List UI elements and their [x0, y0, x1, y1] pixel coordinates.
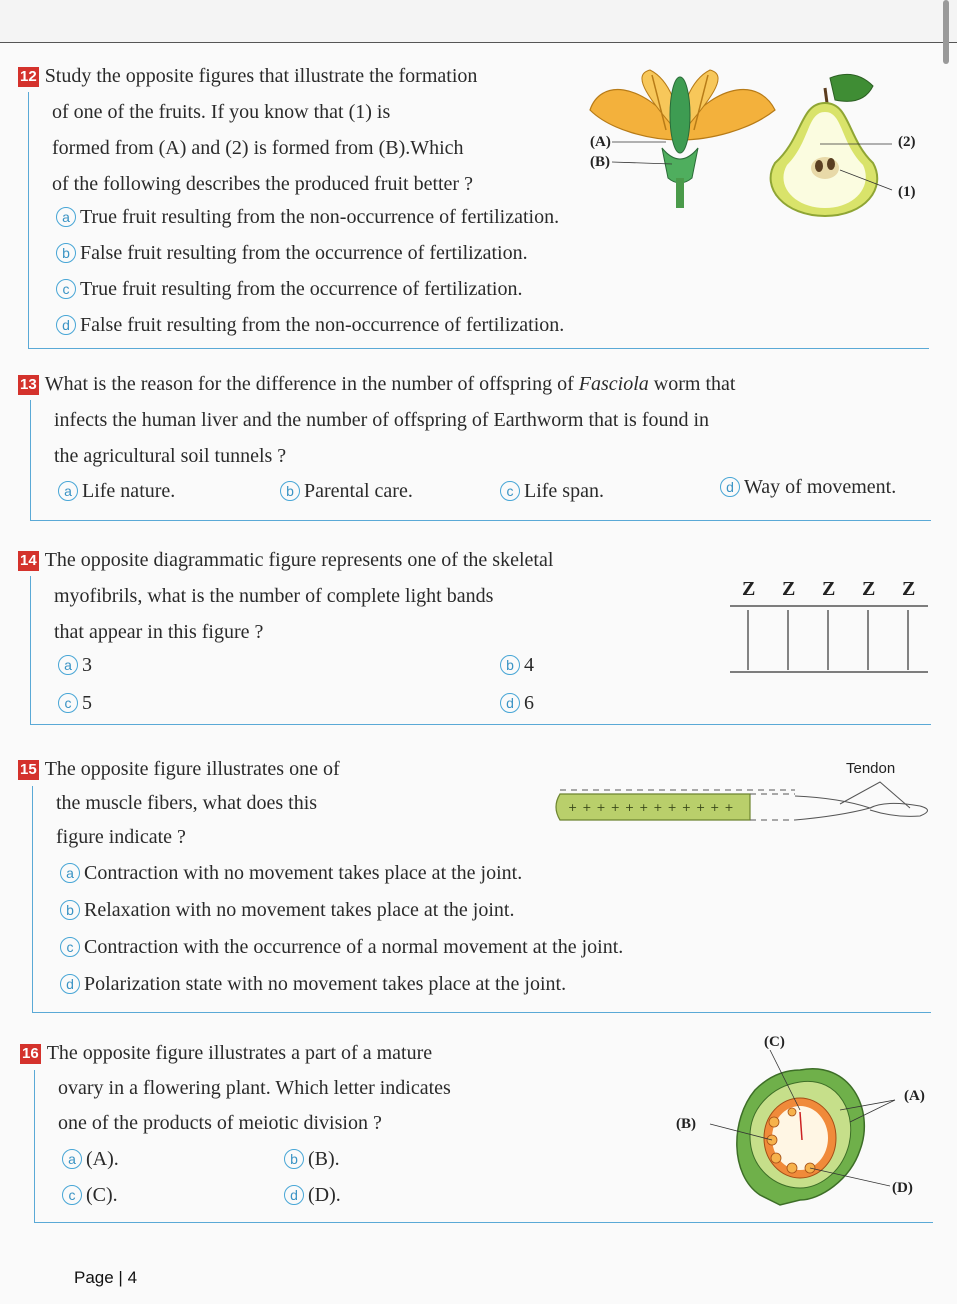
- question-number: 14: [20, 552, 37, 569]
- z-line-label: Z: [742, 578, 756, 600]
- figure-label-A: (A): [904, 1088, 925, 1104]
- figure-label-B: (B): [676, 1116, 696, 1132]
- option-letter: c: [58, 693, 78, 713]
- z-line-label: Z: [782, 578, 796, 600]
- option-letter: b: [60, 900, 80, 920]
- option-letter: c: [60, 937, 80, 957]
- question-number: 16: [22, 1045, 39, 1062]
- option-letter: a: [60, 863, 80, 883]
- option-letter: a: [58, 655, 78, 675]
- figure-label-2: (2): [898, 134, 916, 150]
- question-text: The opposite figure illustrates a part of a mature: [46, 1042, 433, 1064]
- option-letter: d: [56, 315, 76, 335]
- question-text: one of the products of meiotic division ?: [58, 1112, 382, 1134]
- option-text: Relaxation with no movement takes place at the joint.: [84, 899, 515, 921]
- muscle-fiber-figure: [550, 776, 940, 836]
- option-letter: a: [56, 207, 76, 227]
- question-text: worm that: [648, 373, 736, 395]
- question-text: The opposite diagrammatic figure represents one of the skeletal: [44, 549, 554, 571]
- option-letter: c: [56, 279, 76, 299]
- option-text: Contraction with the occurrence of a normal movement at the joint.: [84, 936, 624, 958]
- option-letter: d: [60, 974, 80, 994]
- question-number: 12: [20, 68, 37, 85]
- svg-text:++++++++++++: ++++++++++++: [568, 801, 739, 814]
- option-text: 6: [524, 692, 534, 714]
- question-text-italic: Fasciola: [578, 373, 649, 395]
- question-text: of one of the fruits. If you know that (1) is: [52, 101, 391, 123]
- option-text: True fruit resulting from the non-occurrence of fertilization.: [80, 206, 560, 228]
- tendon-label: Tendon: [846, 760, 896, 777]
- myofibril-figure: [730, 600, 930, 680]
- option-letter: b: [500, 655, 520, 675]
- top-toolbar: [0, 0, 957, 43]
- option-text: 5: [82, 692, 92, 714]
- option-letter: b: [280, 481, 300, 501]
- option-text: (B).: [308, 1148, 340, 1170]
- figure-label-1: (1): [898, 184, 916, 200]
- option-text: (C).: [86, 1184, 118, 1206]
- page-number: Page | 4: [74, 1268, 138, 1287]
- option-letter: a: [58, 481, 78, 501]
- option-text: False fruit resulting from the occurrence of fertilization.: [80, 242, 528, 264]
- question-text: myofibrils, what is the number of complete light bands: [54, 585, 494, 607]
- question-number: 15: [20, 761, 37, 778]
- question-text: the agricultural soil tunnels ?: [54, 445, 287, 467]
- figure-label-B: (B): [590, 154, 610, 170]
- question-text: that appear in this figure ?: [54, 621, 264, 643]
- option-text: Way of movement.: [744, 476, 897, 498]
- option-text: Contraction with no movement takes place at the joint.: [84, 862, 523, 884]
- option-letter: c: [62, 1185, 82, 1205]
- question-divider: [30, 400, 931, 521]
- option-text: (D).: [308, 1184, 341, 1206]
- option-letter: b: [284, 1149, 304, 1169]
- question-text: figure indicate ?: [56, 826, 186, 848]
- question-text: formed from (A) and (2) is formed from (B).Which: [52, 137, 464, 159]
- option-text: Parental care.: [304, 480, 413, 502]
- option-text: (A).: [86, 1148, 119, 1170]
- option-letter: d: [720, 477, 740, 497]
- question-text: The opposite figure illustrates one of: [44, 758, 340, 780]
- option-text: 3: [82, 654, 92, 676]
- option-letter: a: [62, 1149, 82, 1169]
- figure-label-A: (A): [590, 134, 611, 150]
- z-line-label: Z: [822, 578, 836, 600]
- scrollbar-thumb[interactable]: [943, 0, 949, 64]
- z-line-label: Z: [862, 578, 876, 600]
- z-line-label: Z: [902, 578, 916, 600]
- question-text: the muscle fibers, what does this: [56, 792, 318, 814]
- question-text: infects the human liver and the number of offspring of Earthworm that is found in: [54, 409, 710, 431]
- option-text: 4: [524, 654, 534, 676]
- pear-label-lines: [820, 120, 900, 210]
- question-text: What is the reason for the difference in the number of offspring of: [44, 373, 579, 395]
- option-text: Life span.: [524, 480, 604, 502]
- figure-label-D: (D): [892, 1180, 913, 1196]
- option-letter: d: [500, 693, 520, 713]
- figure-label-C: (C): [764, 1034, 785, 1050]
- question-text: Study the opposite figures that illustrate the formation: [44, 65, 478, 87]
- question-text: of the following describes the produced fruit better ?: [52, 173, 473, 195]
- option-letter: b: [56, 243, 76, 263]
- option-letter: c: [500, 481, 520, 501]
- option-text: False fruit resulting from the non-occurrence of fertilization.: [80, 314, 565, 336]
- option-text: True fruit resulting from the occurrence of fertilization.: [80, 278, 523, 300]
- option-letter: d: [284, 1185, 304, 1205]
- question-number: 13: [20, 376, 37, 393]
- question-text: ovary in a flowering plant. Which letter indicates: [58, 1077, 451, 1099]
- option-text: Polarization state with no movement takes place at the joint.: [84, 973, 567, 995]
- option-text: Life nature.: [82, 480, 176, 502]
